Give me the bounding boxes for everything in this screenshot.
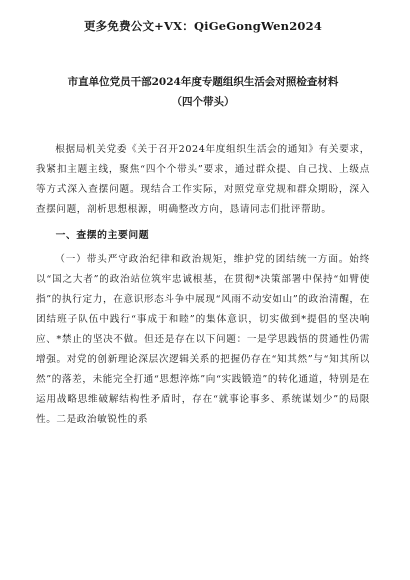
document-subtitle: （四个带头） — [171, 96, 235, 108]
document-title: 市直单位党员干部2024年度专题组织生活会对照检查材料 — [67, 76, 339, 88]
section-heading: 一、查摆的主要问题 — [55, 230, 150, 241]
document-body — [36, 140, 370, 430]
intro-paragraph: 根据局机关党委《关于召开2024年度组织生活会的通知》有关要求，我紧扣主题主线，聚焦“四个个带头”要求，通过群众提、自己找、上级点等方式深入查摆问题。现结合工作实际，对照党章党规和群众期盼，深入查摆问题，剖析思想根源，明确整改方向，恳请同志们批评帮助。 — [36, 144, 370, 215]
promo-banner: 更多免费公文+VX：QiGeGongWen2024 — [83, 19, 323, 33]
section-paragraph: （一）带头严守政治纪律和政治规矩，维护党的团结统一方面。始终以“国之大者”的政治站位筑牢忠诚根基，在贯彻*决策部署中保持“如臂使指”的执行定力，在意识形态斗争中展现“风雨不动安如山”的政治清醒，在团结班子队伍中践行“事成于和睦”的集体意识，切实做到*提倡的坚决响应、*禁止的坚决不做。但还是存在以下问题：一是学思践悟的贯通性仍需增强。对党的创新理论深层次逻辑关系的把握仍存在“知其然”与“知其所以然”的落差，未能完全打通“思想淬炼”向“实践锻造”的转化通道，特别是在运用战略思维破解结构性矛盾时，存在“就事论事多、系统谋划少”的局限性。二是政治敏锐性的系 — [36, 254, 370, 425]
